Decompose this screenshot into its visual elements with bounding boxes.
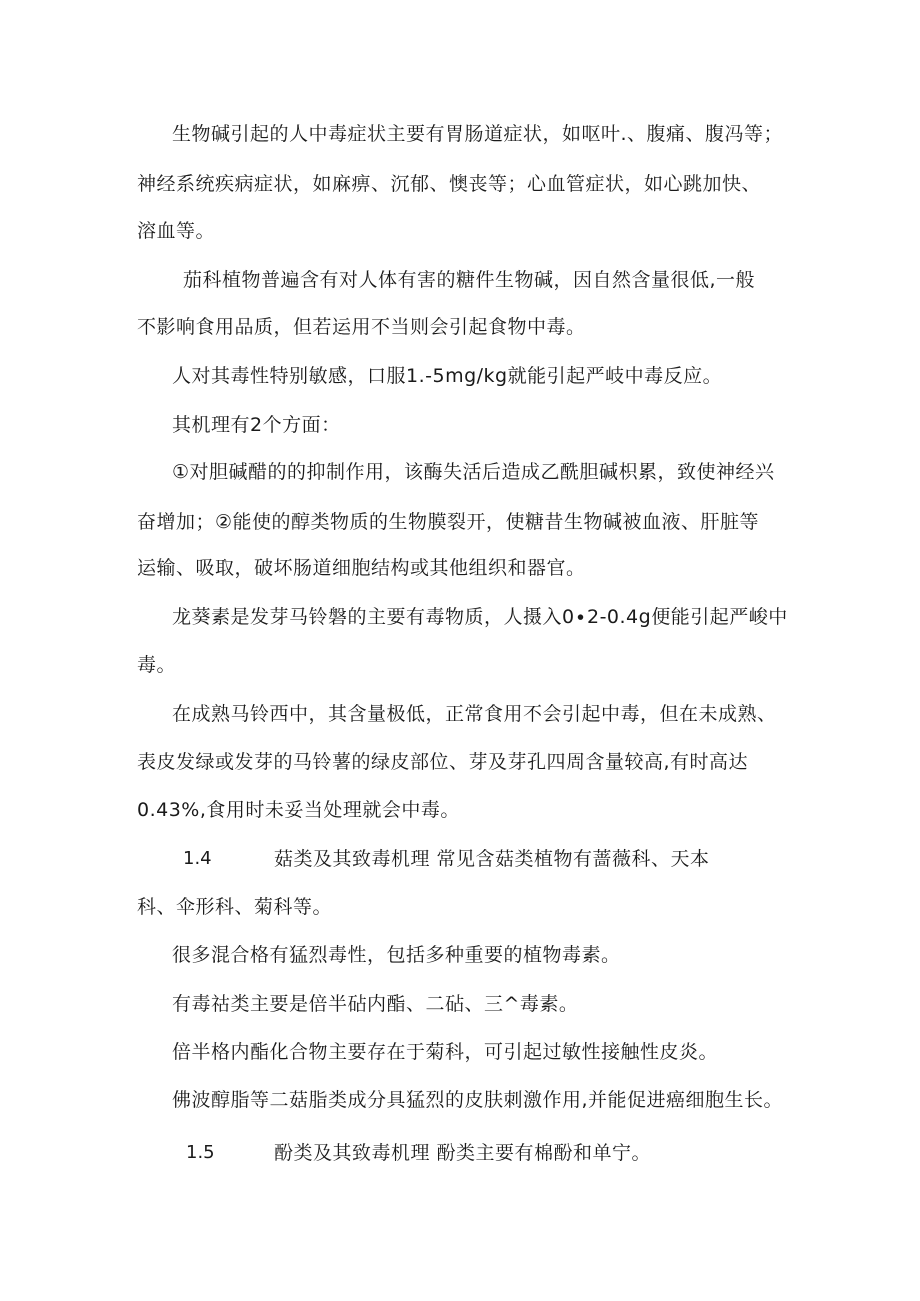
- text-line: 溶血等。: [137, 220, 216, 242]
- text-line: 奋增加；②能使的醇类物质的生物膜裂开，使糖昔生物碱被血液、肝脏等: [137, 511, 760, 533]
- text-line: 很多混合格有猛烈毒性，包括多种重要的植物毒素。: [172, 944, 621, 966]
- text-line: 0.43%,食用时未妥当处理就会中毒。: [137, 799, 460, 821]
- text-line: 运输、吸取，破坏肠道细胞结构或其他组织和器官。: [137, 557, 586, 579]
- section-heading: 菇类及其致毒机理 常见含菇类植物有蔷薇科、天本: [274, 848, 710, 870]
- text-line: 不影响食用品质，但若运用不当则会引起食物中毒。: [137, 316, 586, 338]
- text-line: 表皮发绿或发芽的马铃薯的绿皮部位、芽及芽孔四周含量较高,有时高达: [137, 751, 749, 773]
- text-line: 佛波醇脂等二菇脂类成分具猛烈的皮肤刺激作用,并能促进癌细胞生长。: [172, 1089, 784, 1111]
- text-line: 神经系统疾病症状，如麻痹、沉郁、懊丧等；心血管症状，如心跳加快、: [137, 173, 762, 195]
- section-heading: 酚类及其致毒机理 酚类主要有棉酚和单宁。: [274, 1142, 652, 1164]
- text-line: 倍半格内酯化合物主要存在于菊科，可引起过敏性接触性皮炎。: [172, 1041, 719, 1063]
- section-number: 1.5: [186, 1142, 215, 1163]
- text-line: 在成熟马铃西中，其含量极低，正常食用不会引起中毒，但在未成熟、: [172, 703, 777, 725]
- text-line: ①对胆碱醋的的抑制作用，该酶失活后造成乙酰胆碱枳累，致使神经兴: [172, 461, 775, 483]
- text-line: 其机理有2个方面：: [172, 414, 341, 436]
- text-line: 人对其毒性特别敏感，口服1.-5mg∕kg就能引起严岐中毒反应。: [172, 365, 723, 387]
- text-line: 茄科植物普遍含有对人体有害的糖件生物碱，因自然含量很低,一般: [183, 269, 756, 291]
- text-line: 毒。: [137, 654, 177, 676]
- text-line: 有毒祜类主要是倍半砧内酯、二砧、三^毒素。: [172, 993, 579, 1015]
- text-line: 科、伞形科、菊科等。: [137, 896, 333, 918]
- section-number: 1.4: [183, 848, 212, 869]
- text-line: 龙葵素是发芽马铃磐的主要有毒物质，人摄入0∙2-0.4g便能引起严峻中: [172, 606, 788, 628]
- text-line: 生物碱引起的人中毒症状主要有胃肠道症状，如呕叶.、腹痛、腹冯等；: [172, 123, 784, 145]
